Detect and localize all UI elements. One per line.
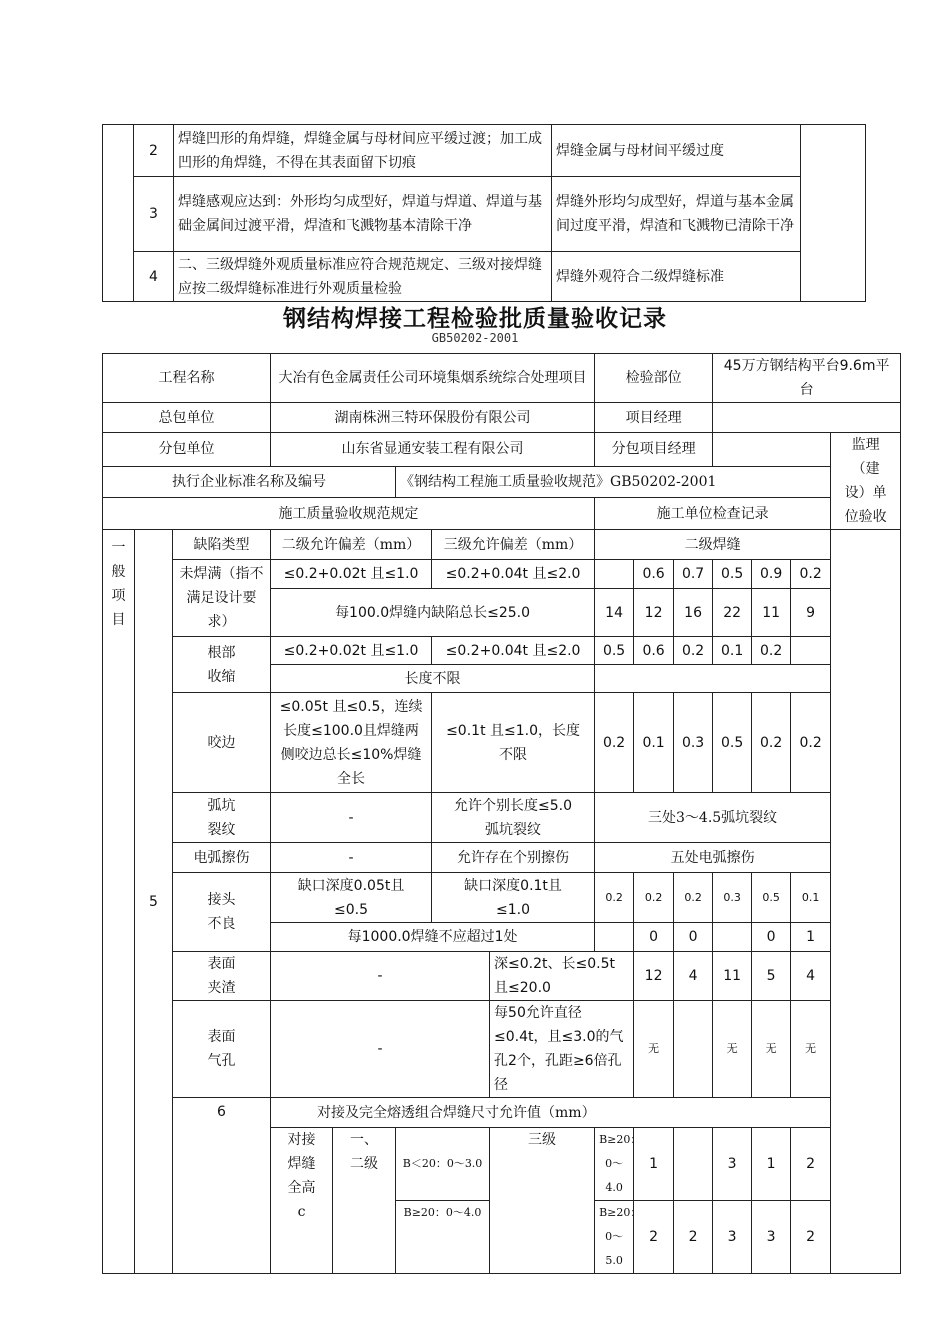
butt-weld-height-label: 对接焊缝全高c [271, 1128, 333, 1274]
arc-grade3: 允许存在个别擦伤 [432, 843, 595, 873]
value-cell: 0 [634, 923, 674, 952]
item-6-number: 6 [173, 1098, 271, 1274]
general-items-label: 一般项目 [103, 530, 135, 1274]
root-grade3: ≤0.2+0.04t 且≤2.0 [432, 637, 595, 665]
value-cell: 0.7 [674, 560, 713, 589]
butt-grade12-range-2: B≥20：0～4.0 [396, 1201, 490, 1274]
value-cell: 22 [713, 589, 752, 637]
value-cell: 无 [634, 1001, 674, 1098]
root-length-rule: 长度不限 [271, 665, 595, 693]
value-cell: 0.3 [674, 693, 713, 793]
value-cell: 4 [791, 952, 831, 1001]
main-inspection-table [102, 353, 901, 1274]
crater-crack-label: 弧坑裂纹 [173, 793, 271, 843]
surface-slag-label: 表面夹渣 [173, 952, 271, 1001]
undercut-label: 咬边 [173, 693, 271, 793]
slag-grade3: 深≤0.2t、长≤0.5t 且≤20.0 [490, 952, 634, 1001]
grade-3-label: 三级 [490, 1128, 595, 1274]
value-cell: 0 [674, 923, 713, 952]
col-grade2-weld: 二级焊缝 [595, 530, 831, 560]
value-cell: 0.2 [752, 637, 791, 665]
standard-name-label: 执行企业标准名称及编号 [103, 466, 396, 498]
value-cell [674, 1128, 713, 1201]
underfill-length-rule: 每100.0焊缝内缺陷总长≤25.0 [271, 589, 595, 637]
item-5-number: 5 [135, 530, 173, 1274]
value-cell: 无 [713, 1001, 752, 1098]
arc-grade2: - [271, 843, 432, 873]
value-cell: 2 [791, 1201, 831, 1274]
inspection-location-value: 45万方钢结构平台9.6m平台 [713, 354, 901, 403]
grade-1-2-label: 一、二级 [333, 1128, 396, 1274]
value-cell: 无 [791, 1001, 831, 1098]
value-cell: 12 [634, 589, 674, 637]
requirement-text: 焊缝凹形的角焊缝，焊缝金属与母材间应平缓过渡；加工成凹形的角焊缝，不得在其表面留下切痕 [174, 125, 552, 177]
surface-pore-label: 表面气孔 [173, 1001, 271, 1098]
value-cell: 1 [791, 923, 831, 952]
root-shrink-label: 根部收缩 [173, 637, 271, 693]
record-label: 施工单位检查记录 [595, 498, 831, 530]
subcontractor-label: 分包单位 [103, 433, 271, 467]
value-cell: 16 [674, 589, 713, 637]
value-cell: 12 [634, 952, 674, 1001]
project-manager-label: 项目经理 [595, 403, 713, 433]
value-cell: 0.5 [752, 873, 791, 923]
value-cell: 0.1 [634, 693, 674, 793]
value-cell: 0.2 [674, 873, 713, 923]
value-cell: 0.1 [713, 637, 752, 665]
item-6-title: 对接及完全熔透组合焊缝尺寸允许值（mm） [271, 1098, 901, 1128]
value-cell: 2 [634, 1201, 674, 1274]
joint-defect-label: 接头不良 [173, 873, 271, 952]
value-cell: 1 [752, 1128, 791, 1201]
sub-project-manager-value [713, 433, 831, 467]
value-cell: 0.9 [752, 560, 791, 589]
butt-grade12-range-1: B＜20：0～3.0 [396, 1128, 490, 1201]
value-cell: 0.6 [634, 637, 674, 665]
value-cell: 2 [791, 1128, 831, 1201]
value-cell: 3 [713, 1201, 752, 1274]
joint-length-rule: 每1000.0焊缝不应超过1处 [271, 923, 595, 952]
inspection-location-label: 检验部位 [595, 354, 713, 403]
value-cell: 3 [752, 1201, 791, 1274]
value-cell: 9 [791, 589, 831, 637]
page-title: 钢结构焊接工程检验批质量验收记录 [283, 306, 667, 332]
check-record-text: 焊缝外观符合二级焊缝标准 [552, 252, 801, 302]
standard-code: GB50202-2001 [431, 331, 519, 345]
undercut-grade2: ≤0.05t 且≤0.5，连续长度≤100.0且焊缝两侧咬边总长≤10%焊缝全长 [271, 693, 432, 793]
crater-grade3: 允许个别长度≤5.0弧坑裂纹 [432, 793, 595, 843]
value-cell: 3 [713, 1128, 752, 1201]
main-contractor-label: 总包单位 [103, 403, 271, 433]
underfill-label: 未焊满（指不满足设计要求） [173, 560, 271, 637]
value-cell: 2 [674, 1201, 713, 1274]
value-cell: 0.2 [595, 873, 634, 923]
value-cell: 无 [752, 1001, 791, 1098]
value-cell: 0.2 [752, 693, 791, 793]
project-name-value: 大冶有色金属责任公司环境集烟系统综合处理项目 [271, 354, 595, 403]
value-cell: 5 [752, 952, 791, 1001]
col-defect-type: 缺陷类型 [173, 530, 271, 560]
butt-grade3-range-1: B≥20：0～4.0 [595, 1128, 634, 1201]
underfill-grade2: ≤0.2+0.02t 且≤1.0 [271, 560, 432, 589]
value-cell [595, 923, 634, 952]
col-grade2-tolerance: 二级允许偏差（mm） [271, 530, 432, 560]
supervisor-acceptance-label: 监理（建设）单位验收 [831, 433, 901, 530]
left-blank-cell [103, 125, 134, 302]
item-number: 3 [134, 177, 174, 252]
item-number: 4 [134, 252, 174, 302]
slag-grade2: - [271, 952, 490, 1001]
col-grade3-tolerance: 三级允许偏差（mm） [432, 530, 595, 560]
joint-grade3: 缺口深度0.1t且≤1.0 [432, 873, 595, 923]
butt-grade3-range-2: B≥20：0～5.0 [595, 1201, 634, 1274]
pore-grade2: - [271, 1001, 490, 1098]
value-cell: 0 [752, 923, 791, 952]
arc-strike-label: 电弧擦伤 [173, 843, 271, 873]
pore-grade3: 每50允许直径≤0.4t，且≤3.0的气孔2个，孔距≥6倍孔径 [490, 1001, 634, 1098]
value-cell [791, 637, 831, 665]
value-cell: 0.5 [713, 560, 752, 589]
value-cell: 0.5 [595, 637, 634, 665]
value-cell: 0.1 [791, 873, 831, 923]
value-cell: 1 [634, 1128, 674, 1201]
supervisor-blank-cell [831, 530, 901, 1274]
value-cell [674, 1001, 713, 1098]
value-cell: 0.3 [713, 873, 752, 923]
top-continuation-table [102, 124, 866, 302]
value-cell: 0.2 [791, 693, 831, 793]
value-cell: 0.6 [634, 560, 674, 589]
underfill-grade3: ≤0.2+0.04t 且≤2.0 [432, 560, 595, 589]
spec-label: 施工质量验收规范规定 [103, 498, 595, 530]
value-cell: 11 [713, 952, 752, 1001]
requirement-text: 焊缝感观应达到：外形均匀成型好，焊道与焊道、焊道与基础金属间过渡平滑，焊渣和飞溅物基本清除干净 [174, 177, 552, 252]
arc-record: 五处电弧擦伤 [595, 843, 831, 873]
value-cell: 0.2 [674, 637, 713, 665]
supervisor-blank-cell [801, 125, 866, 302]
value-cell: 4 [674, 952, 713, 1001]
value-cell: 14 [595, 589, 634, 637]
requirement-text: 二、三级焊缝外观质量标准应符合规范规定、三级对接焊缝应按二级焊缝标准进行外观质量检验 [174, 252, 552, 302]
item-number: 2 [134, 125, 174, 177]
undercut-grade3: ≤0.1t 且≤1.0，长度不限 [432, 693, 595, 793]
standard-name-value: 《钢结构工程施工质量验收规范》GB50202-2001 [396, 466, 831, 498]
value-cell: 0.2 [634, 873, 674, 923]
check-record-text: 焊缝外形均匀成型好，焊道与基本金属间过度平滑，焊渣和飞溅物已清除干净 [552, 177, 801, 252]
crater-grade2: - [271, 793, 432, 843]
blank-cell [595, 665, 831, 693]
value-cell: 0.5 [713, 693, 752, 793]
value-cell: 0.2 [595, 693, 634, 793]
project-manager-value [713, 403, 901, 433]
main-contractor-value: 湖南株洲三特环保股份有限公司 [271, 403, 595, 433]
root-grade2: ≤0.2+0.02t 且≤1.0 [271, 637, 432, 665]
value-cell [713, 923, 752, 952]
value-cell [595, 560, 634, 589]
joint-grade2: 缺口深度0.05t且≤0.5 [271, 873, 432, 923]
value-cell: 11 [752, 589, 791, 637]
subcontractor-value: 山东省显通安装工程有限公司 [271, 433, 595, 467]
sub-project-manager-label: 分包项目经理 [595, 433, 713, 467]
check-record-text: 焊缝金属与母材间平缓过度 [552, 125, 801, 177]
value-cell: 0.2 [791, 560, 831, 589]
project-name-label: 工程名称 [103, 354, 271, 403]
crater-record: 三处3～4.5弧坑裂纹 [595, 793, 831, 843]
